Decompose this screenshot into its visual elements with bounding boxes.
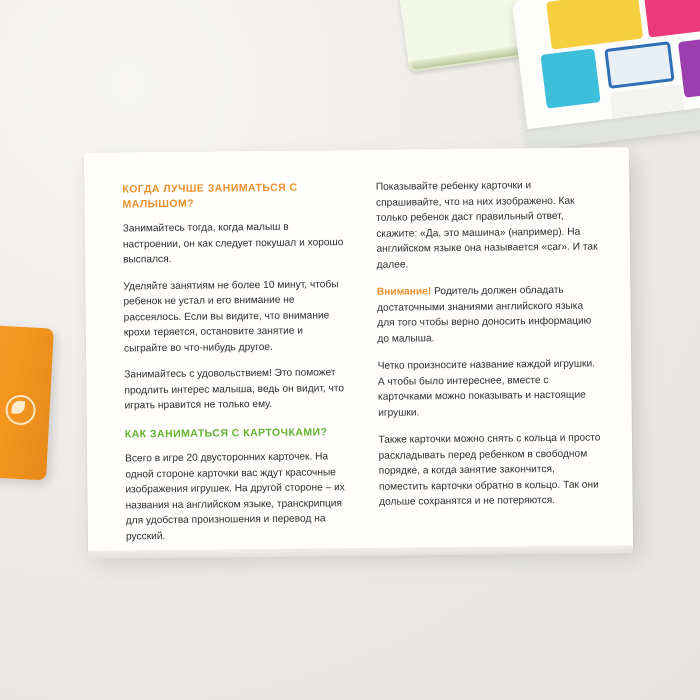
paragraph-card-description: Всего в игре 20 двусторонних карточек. На одной стороне карточки вас ждут красочные изображения игрушек. На другой стороне – их названия на английском языке, транскрипция для удобства произношения и перевод на русский. — [125, 451, 345, 543]
paragraph-ring-storage: Также карточки можно снять с кольца и просто раскладывать перед ребенком в свободном порядке, а когда занятие закончится, поместить карточки обратно в кольцо. Так они дольше сохранятся и не потеряются. — [378, 432, 601, 508]
paragraph-duration: Уделяйте занятиям не более 10 минут, чтобы ребенок не устал и его внимание не рассеялось. Если вы видите, что внимание крохи теряется, остановите занятие и сыграйте во что-нибудь другое. — [123, 279, 339, 355]
paragraph-mood: Занимайтесь тогда, когда малыш в настроении, он как следует покушал и хорошо выспался. — [122, 222, 344, 266]
yellow-swatch — [546, 0, 643, 50]
paragraph-enjoyment: Занимайтесь с удовольствием! Это поможет продлить интерес малыша, ведь он видит, что играть нравится не только ему. — [124, 367, 345, 412]
heading-how-to-use-cards: КАК ЗАНИМАТЬСЯ С КАРТОЧКАМИ? — [124, 426, 328, 441]
leaflet-left-column — [122, 180, 349, 543]
pink-swatch — [643, 0, 700, 38]
blue-outline-swatch — [604, 41, 674, 89]
paragraph-warning — [377, 282, 601, 346]
cyan-swatch — [540, 48, 600, 108]
warning-label: Внимание! — [376, 286, 432, 298]
paragraph-pronounce: Четко произносите название каждой игрушки. А чтобы было интереснее, вместе с карточками можно показывать и настоящие игрушки. — [377, 358, 596, 419]
colorful-card-box — [512, 0, 700, 149]
heading-when-to-practice: КОГДА ЛУЧШЕ ЗАНИМАТЬСЯ С МАЛЫШОМ? — [122, 181, 298, 211]
warning-text: Родитель должен обладать достаточными знаниями английского языка для того чтобы верно доносить информацию до малыша. — [377, 284, 592, 345]
leaflet-right-column — [376, 177, 603, 525]
orange-product-box — [0, 324, 54, 481]
instruction-leaflet — [84, 147, 633, 553]
paragraph-show-cards: Показывайте ребенку карточки и спрашивайте, что на них изображено. Как только ребенок даст правильный ответ, скажите: «Да, это машина» (например). На английском языке она называется «car». И так далее. — [375, 180, 598, 271]
